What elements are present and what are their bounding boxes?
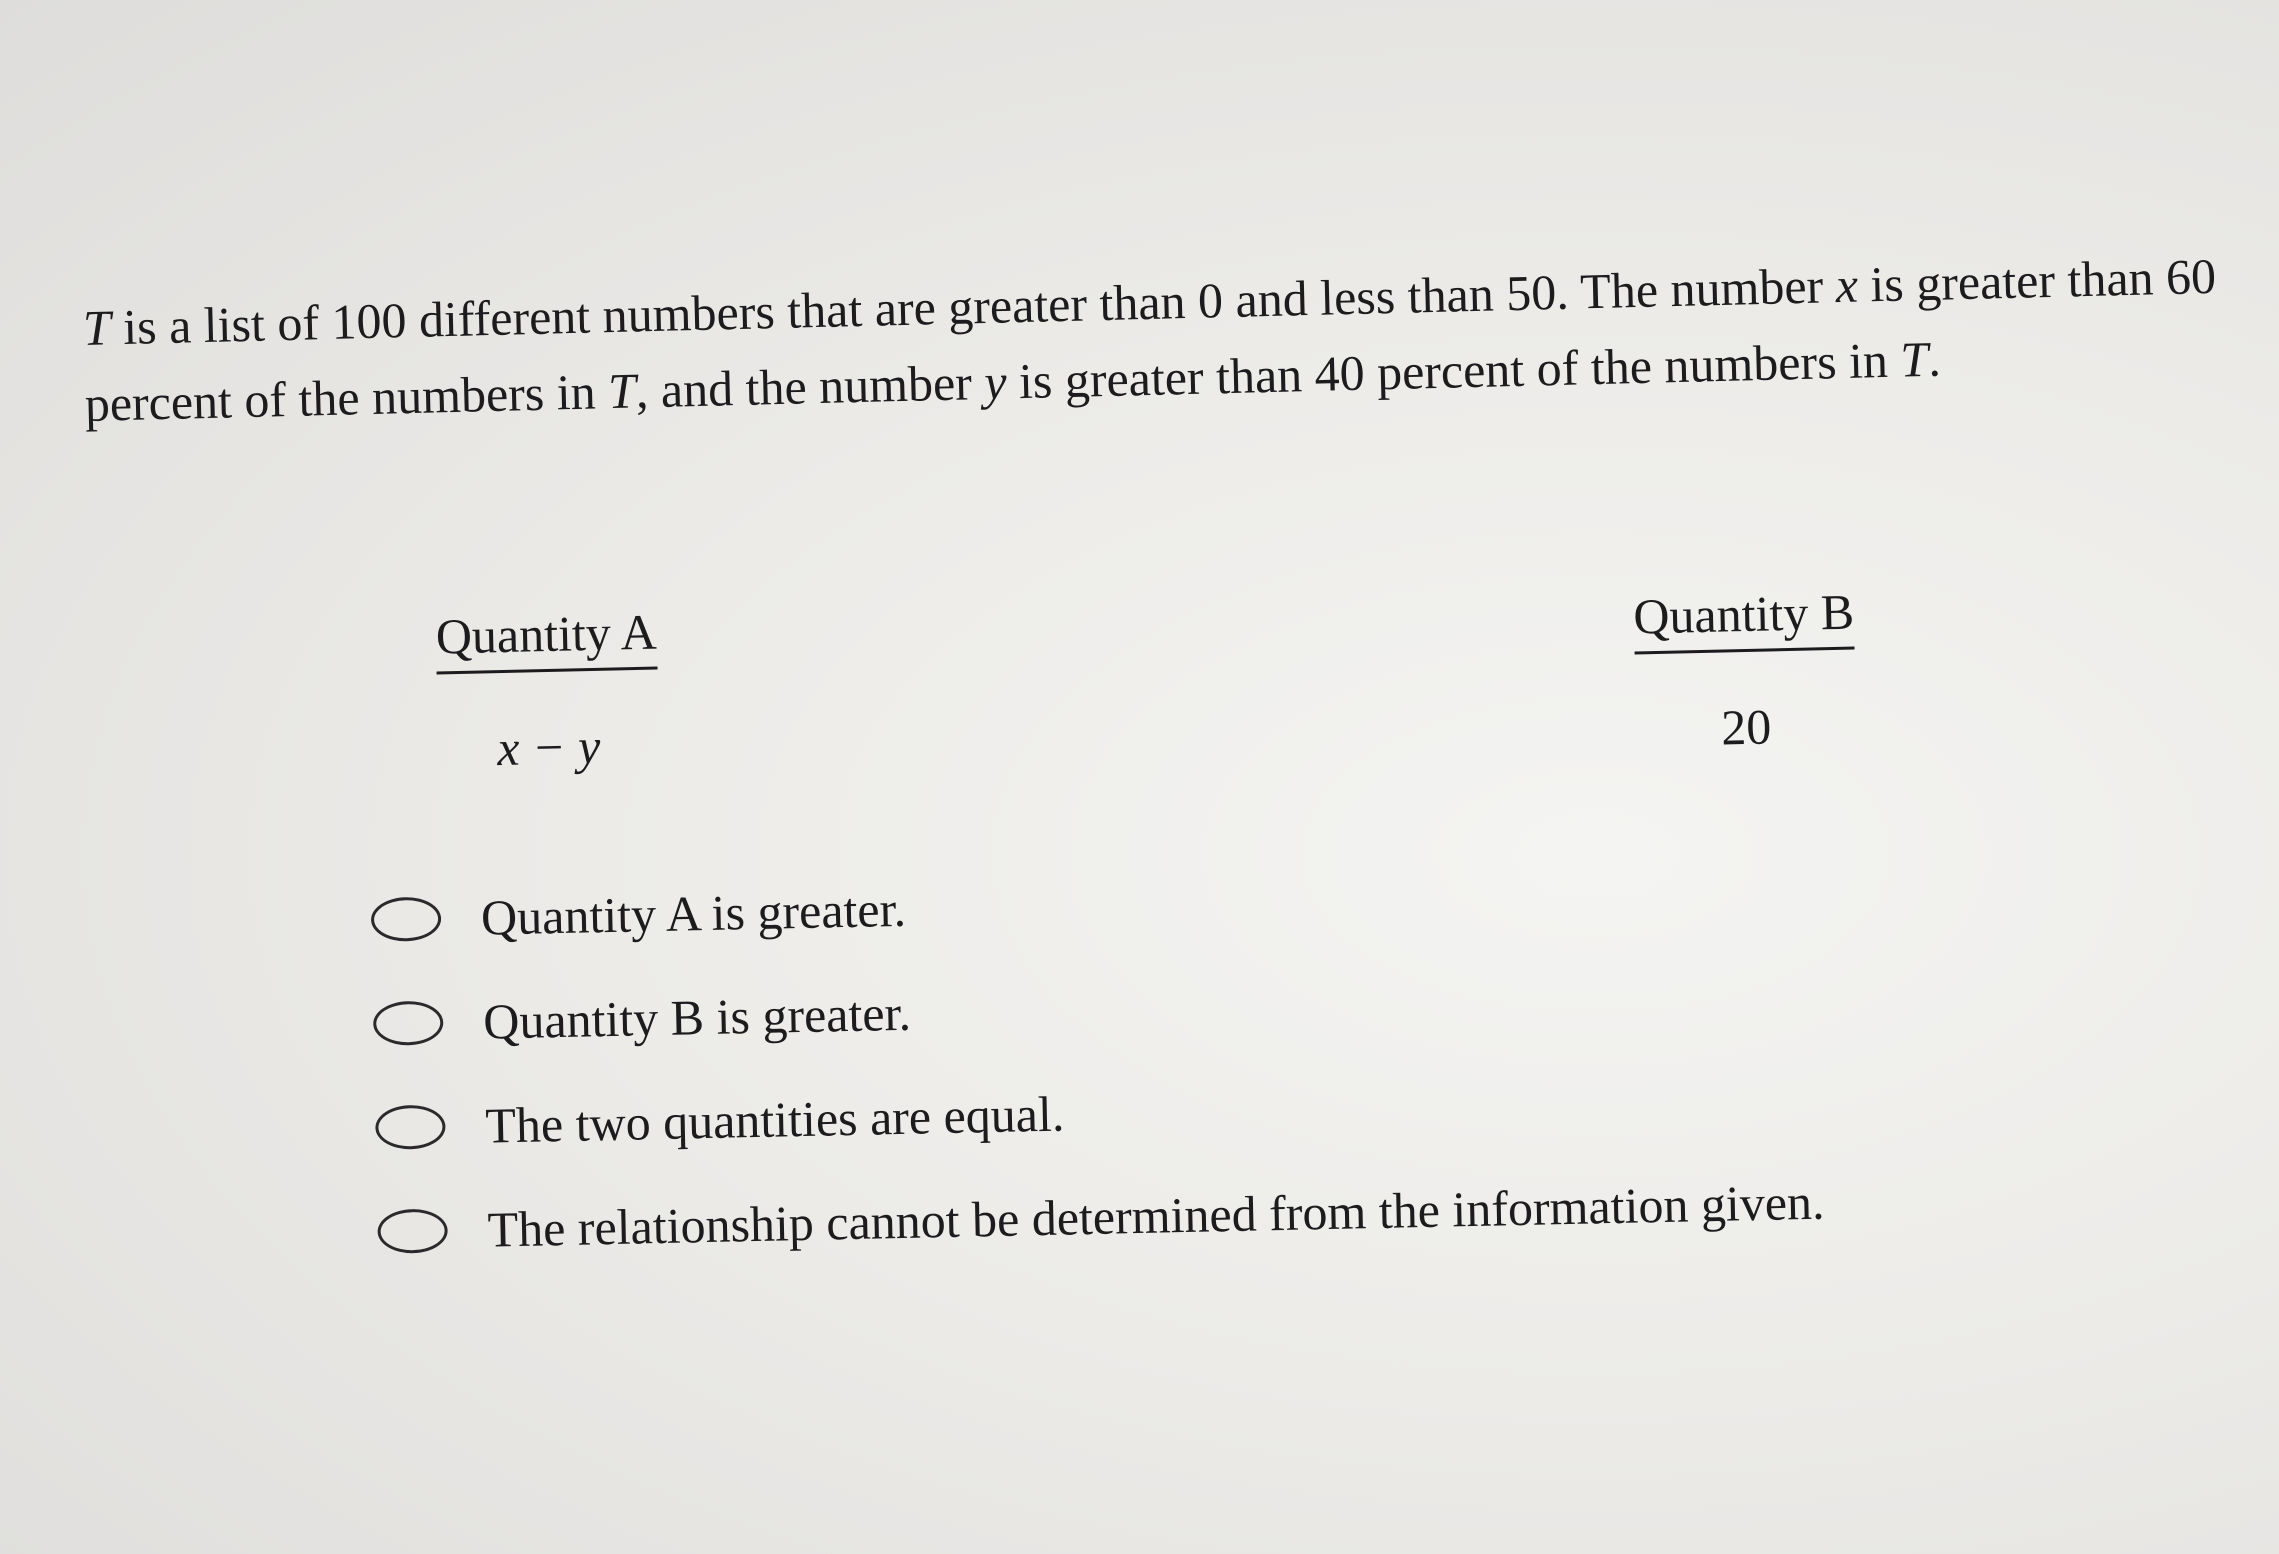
radio-button-icon[interactable]	[377, 1208, 448, 1253]
question-text-part2: is greater than 60 percent of the numbers in	[84, 247, 2217, 432]
quantity-a-column	[423, 602, 672, 779]
radio-button-icon[interactable]	[375, 1104, 446, 1149]
question-text-part5: .	[1927, 330, 1942, 387]
quantity-b-value: 20	[1720, 698, 1772, 756]
answer-choices	[370, 838, 1825, 1284]
choice-label: The two quantities are equal.	[484, 1085, 1065, 1154]
choice-label: Quantity A is greater.	[480, 880, 907, 946]
quantity-b-heading: Quantity B	[1633, 583, 1855, 655]
radio-button-icon[interactable]	[371, 897, 442, 942]
choice-label: The relationship cannot be determined from the information given.	[487, 1173, 1825, 1258]
question-text	[82, 237, 2235, 441]
choice-label: Quantity B is greater.	[482, 984, 912, 1050]
quantity-a-value: x − y	[496, 717, 601, 777]
question-text-part1: is a list of 100 different numbers that are greater than 0 and less than 50. The number	[110, 257, 1837, 356]
variable-y: y	[983, 353, 1008, 410]
quantity-a-heading: Quantity A	[435, 603, 657, 675]
question-text-part4: is greater than 40 percent of the numbers in	[1005, 331, 1902, 410]
question-stem	[82, 237, 2235, 441]
variable-t: T	[82, 299, 112, 356]
variable-t: T	[607, 362, 637, 420]
radio-button-icon[interactable]	[373, 1001, 444, 1046]
question-text-part3: , and the number	[635, 353, 985, 419]
variable-x: x	[1834, 256, 1859, 314]
quantity-b-column	[1618, 582, 1872, 759]
variable-t: T	[1899, 330, 1929, 388]
